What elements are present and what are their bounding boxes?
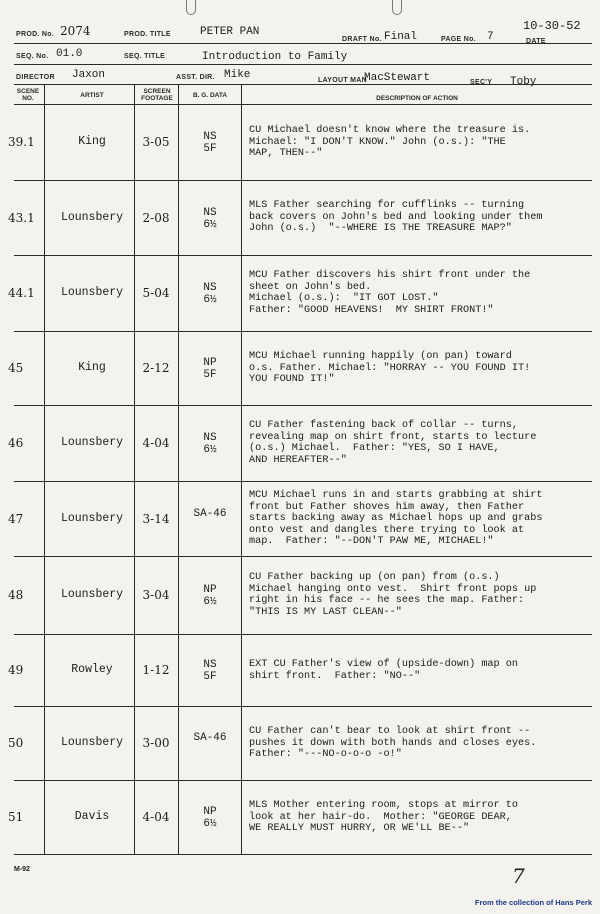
scene-row [0, 405, 600, 481]
action-description: CU Father fastening back of collar -- turns, revealing map on shirt front, starts to lecture (o.s.) Michael. Father: "YES, SO I HAVE, AND HEREAFTER--" [249, 420, 537, 466]
bg-data: NP 6½ [203, 806, 217, 830]
punch-hole [186, 0, 196, 15]
scene-row [0, 104, 600, 180]
prod-no-value: 2074 [60, 24, 91, 38]
date-value: 10-30-52 [523, 19, 581, 33]
bg-data: NS 5F [203, 659, 217, 683]
page-value: 7 [487, 31, 494, 43]
director-value: Jaxon [72, 69, 106, 81]
asst-dir-label: ASST. DIR. [176, 74, 215, 81]
artist-name: Lounsbery [60, 588, 124, 601]
screen-footage: 3-04 [142, 588, 170, 602]
scene-row [0, 180, 600, 255]
secy-value: Toby [510, 76, 537, 88]
screen-footage: 5-04 [142, 286, 170, 300]
seq-title-value: Introduction to Family [202, 51, 348, 63]
handwritten-page-mark: 7 [512, 864, 525, 888]
bg-data: NS 5F [203, 131, 217, 155]
screen-footage: 3-05 [142, 135, 170, 149]
screen-footage: 2-12 [142, 361, 170, 375]
scene-row [0, 331, 600, 405]
scene-row [0, 706, 600, 780]
scene-row [0, 255, 600, 331]
screen-footage: 3-14 [142, 512, 170, 526]
scene-number: 47 [8, 512, 24, 526]
row-rule [14, 854, 592, 855]
bg-data: NS 6½ [203, 282, 217, 306]
action-description: CU Father can't bear to look at shirt front -- pushes it down with both hands and closes eyes. Father: "---NO-o-o-o -o!" [249, 726, 537, 760]
seq-no-value: 01.0 [56, 48, 83, 60]
action-description: CU Michael doesn't know where the treasure is. Michael: "I DON'T KNOW." John (o.s.): "THE MAP, THEN--" [249, 125, 531, 159]
screen-footage: 4-04 [142, 436, 170, 450]
scene-row [0, 634, 600, 706]
header-rule [14, 43, 592, 44]
artist-name: King [78, 361, 106, 374]
scene-number: 43.1 [8, 211, 35, 225]
director-label: DIRECTOR [16, 74, 55, 81]
seq-no-label: SEQ. No. [16, 53, 49, 60]
scene-number: 48 [8, 588, 24, 602]
date-label: DATE [526, 38, 546, 45]
col-bg-header: B. G. DATA [192, 92, 228, 99]
bg-data: SA-46 [193, 508, 227, 520]
action-description: CU Father backing up (on pan) from (o.s.) Michael hanging onto vest. Shirt front pops up right in his face -- he sees the map. Father: "THIS IS MY LAST CLEAN--" [249, 572, 537, 618]
artist-name: Davis [74, 810, 110, 823]
layout-man-value: MacStewart [364, 72, 431, 84]
artist-name: Lounsbery [60, 736, 124, 749]
screen-footage: 1-12 [142, 663, 170, 677]
prod-title-label: PROD. TITLE [124, 31, 171, 38]
scene-number: 49 [8, 663, 24, 677]
artist-name: Rowley [71, 663, 113, 676]
action-description: EXT CU Father's view of (upside-down) map on shirt front. Father: "NO--" [249, 659, 518, 682]
bg-data: NS 6½ [203, 432, 217, 456]
bg-data: NP 5F [203, 357, 217, 381]
action-description: MCU Father discovers his shirt front under the sheet on John's bed. Michael (o.s.): "IT GOT LOST." Father: "GOOD HEAVENS! MY SHIRT FRONT!" [249, 270, 531, 316]
draft-value: Final [384, 31, 418, 43]
screen-footage: 2-08 [142, 211, 170, 225]
scene-number: 46 [8, 436, 24, 450]
screen-footage: 3-00 [142, 736, 170, 750]
artist-name: King [78, 135, 106, 148]
action-description: MLS Father searching for cufflinks -- turning back covers on John's bed and looking under them John (o.s.) "--WHERE IS THE TREASURE MAP?" [249, 200, 543, 234]
scene-number: 45 [8, 361, 24, 375]
page-label: PAGE No. [441, 36, 476, 43]
artist-name: Lounsbery [60, 512, 124, 525]
action-description: MCU Michael running happily (on pan) toward o.s. Father. Michael: "HORRAY -- YOU FOUND IT! YOU FOUND IT!" [249, 351, 531, 385]
layout-man-label: LAYOUT MAN [318, 77, 368, 84]
prod-no-label: PROD. No. [16, 31, 55, 38]
bg-data: SA-46 [193, 732, 227, 744]
collection-credit: From the collection of Hans Perk [474, 898, 592, 907]
seq-title-label: SEQ. TITLE [124, 53, 166, 60]
col-scene-header: SCENE NO. [16, 88, 40, 102]
secy-label: SEC'Y [470, 79, 493, 86]
header-rule [14, 84, 592, 85]
col-artist-header: ARTIST [80, 92, 104, 99]
punch-hole [392, 0, 402, 15]
header-rule [14, 64, 592, 65]
scene-row [0, 780, 600, 854]
scene-row [0, 556, 600, 634]
col-desc-header: DESCRIPTION OF ACTION [376, 95, 458, 102]
form-code: M-92 [14, 866, 30, 873]
scene-row [0, 481, 600, 556]
bg-data: NS 6½ [203, 207, 217, 231]
artist-name: Lounsbery [60, 436, 124, 449]
scene-number: 39.1 [8, 135, 35, 149]
action-description: MCU Michael runs in and starts grabbing at shirt front but Father shoves him away, then Father starts backing away as Michael hops up and grabs onto vest and dangles there trying to look at map. Father: "--DON'T PAW ME, MICHAEL!" [249, 490, 543, 547]
col-footage-header: SCREEN FOOTAGE [141, 88, 173, 102]
bg-data: NP 6½ [203, 584, 217, 608]
scene-number: 44.1 [8, 286, 35, 300]
asst-dir-value: Mike [224, 69, 251, 81]
action-description: MLS Mother entering room, stops at mirror to look at her hair-do. Mother: "GEORGE DEAR, WE REALLY MUST HURRY, OR WE'LL BE--" [249, 800, 518, 834]
draft-label: DRAFT No. [342, 36, 382, 43]
scene-number: 51 [8, 810, 24, 824]
prod-title-value: PETER PAN [200, 26, 260, 38]
screen-footage: 4-04 [142, 810, 170, 824]
scene-number: 50 [8, 736, 24, 750]
artist-name: Lounsbery [60, 211, 124, 224]
artist-name: Lounsbery [60, 286, 124, 299]
